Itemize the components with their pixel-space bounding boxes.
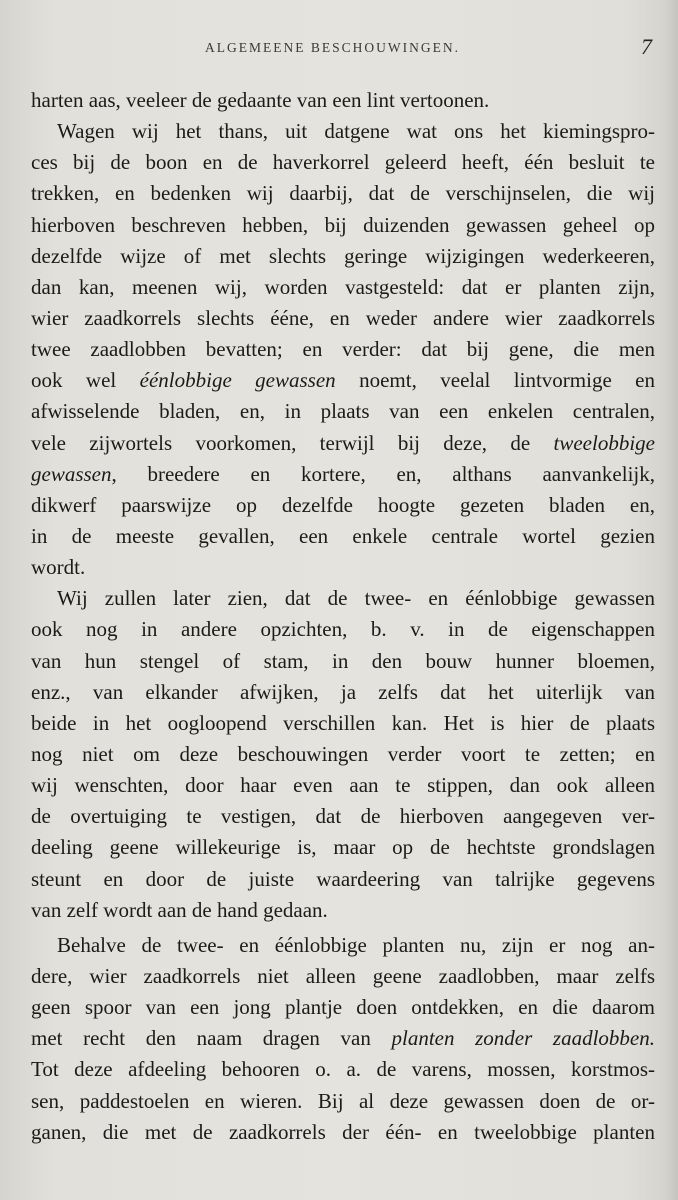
text-line [31, 614, 655, 645]
text-run: wij wenschten, door haar even aan te stippen, dan ook alleen [31, 773, 655, 798]
text-line [31, 1117, 655, 1148]
text-run: vele zijwortels voorkomen, terwijl bij deze, de [31, 430, 554, 455]
page-edge-shadow [664, 0, 678, 1200]
text-line [31, 334, 655, 365]
text-run: beide in het oogloopend verschillen kan. Het is hier de plaats [31, 710, 655, 735]
text-run: dezelfde wijze of met slechts geringe wijzigingen wederkeeren, [31, 243, 655, 268]
text-line [31, 895, 655, 926]
text-line [31, 1086, 655, 1117]
text-line [31, 961, 655, 992]
text-line [31, 396, 655, 427]
text-run: van zelf wordt aan de hand gedaan. [31, 897, 328, 922]
text-run: ganen, die met de zaadkorrels der één- en tweelobbige planten [31, 1119, 655, 1144]
italic-term: tweelobbige [553, 430, 655, 455]
text-run: Wij zullen later zien, dat de twee- en éénlobbige gewassen [57, 586, 655, 611]
text-run: , breedere en kortere, en, althans aanvankelijk, [111, 461, 655, 486]
italic-term: planten zonder zaadlobben. [391, 1026, 655, 1051]
text-line [31, 521, 655, 552]
text-run: twee zaadlobben bevatten; en verder: dat bij gene, die men [31, 337, 655, 362]
text-line [31, 116, 655, 147]
italic-term: éénlobbige gewassen [139, 368, 336, 393]
text-run: Tot deze afdeeling behooren o. a. de varens, mossen, korstmos- [31, 1057, 655, 1082]
text-line [31, 459, 655, 490]
text-line [31, 992, 655, 1023]
text-run: harten aas, veeleer de gedaante van een lint vertoonen. [31, 88, 490, 112]
text-line [31, 832, 655, 863]
italic-term: gewassen [31, 461, 112, 486]
text-run: enz., van elkander afwijken, ja zelfs dat het uiterlijk van [31, 679, 655, 704]
text-line [31, 272, 655, 303]
text-line [31, 677, 655, 708]
text-line [31, 801, 655, 832]
text-line [31, 428, 655, 459]
text-line [31, 241, 655, 272]
text-run: trekken, en bedenken wij daarbij, dat de verschijnselen, die wij [31, 181, 655, 206]
text-run: van hun stengel of stam, in den bouw hunner bloemen, [31, 648, 655, 673]
text-line [31, 85, 655, 116]
page-number: 7 [641, 34, 652, 59]
text-line [31, 930, 655, 961]
text-run: deeling geene willekeurige is, maar op de hechtste grondslagen [31, 835, 655, 860]
text-line [31, 583, 655, 614]
text-line [31, 210, 655, 241]
text-run: ces bij de boon en de haverkorrel geleerd heeft, één besluit te [31, 150, 655, 175]
text-run: nog niet om deze beschouwingen verder voort te zetten; en [31, 741, 655, 766]
text-line [31, 770, 655, 801]
text-run: in de meeste gevallen, een enkele centrale wortel gezien [31, 523, 655, 548]
text-line [31, 365, 655, 396]
text-line [31, 1023, 655, 1054]
text-run: Wagen wij het thans, uit datgene wat ons het kiemingspro- [57, 119, 655, 144]
text-run: steunt en door de juiste waardeering van talrijke gegevens [31, 866, 655, 891]
text-run: noemt, veelal lintvormige en [335, 368, 655, 393]
text-line [31, 147, 655, 178]
text-line [31, 552, 655, 583]
text-run: afwisselende bladen, en, in plaats van een enkelen centralen, [31, 399, 655, 424]
text-run: Behalve de twee- en éénlobbige planten nu, zijn er nog an- [57, 932, 655, 957]
text-run: dere, wier zaadkorrels niet alleen geene zaadlobben, maar zelfs [31, 963, 655, 988]
text-run: dikwerf paarswijze op dezelfde hoogte gezeten bladen en, [31, 492, 655, 517]
running-head: ALGEMEENE BESCHOUWINGEN. [205, 40, 460, 55]
text-line [31, 303, 655, 334]
text-run: sen, paddestoelen en wieren. Bij al deze gewassen doen de or- [31, 1088, 655, 1113]
text-line [31, 490, 655, 521]
text-run: wordt. [31, 555, 86, 580]
text-line [31, 739, 655, 770]
text-line [31, 708, 655, 739]
text-line [31, 864, 655, 895]
text-run: geen spoor van een jong plantje doen ontdekken, en die daarom [31, 995, 655, 1020]
text-run: de overtuiging te vestigen, dat de hierboven aangegeven ver- [31, 804, 655, 829]
text-run: met recht den naam dragen van [31, 1026, 392, 1051]
body-text [31, 85, 655, 1148]
page-header [0, 36, 678, 66]
text-run: hierboven beschreven hebben, bij duizenden gewassen geheel op [31, 212, 655, 237]
text-line [31, 178, 655, 209]
text-run: ook wel [31, 368, 140, 393]
text-run: wier zaadkorrels slechts ééne, en weder andere wier zaadkorrels [31, 305, 655, 330]
text-run: dan kan, meenen wij, worden vastgesteld: dat er planten zijn, [31, 274, 655, 299]
text-line [31, 646, 655, 677]
text-run: ook nog in andere opzichten, b. v. in de eigenschappen [31, 617, 655, 642]
text-line [31, 1054, 655, 1085]
